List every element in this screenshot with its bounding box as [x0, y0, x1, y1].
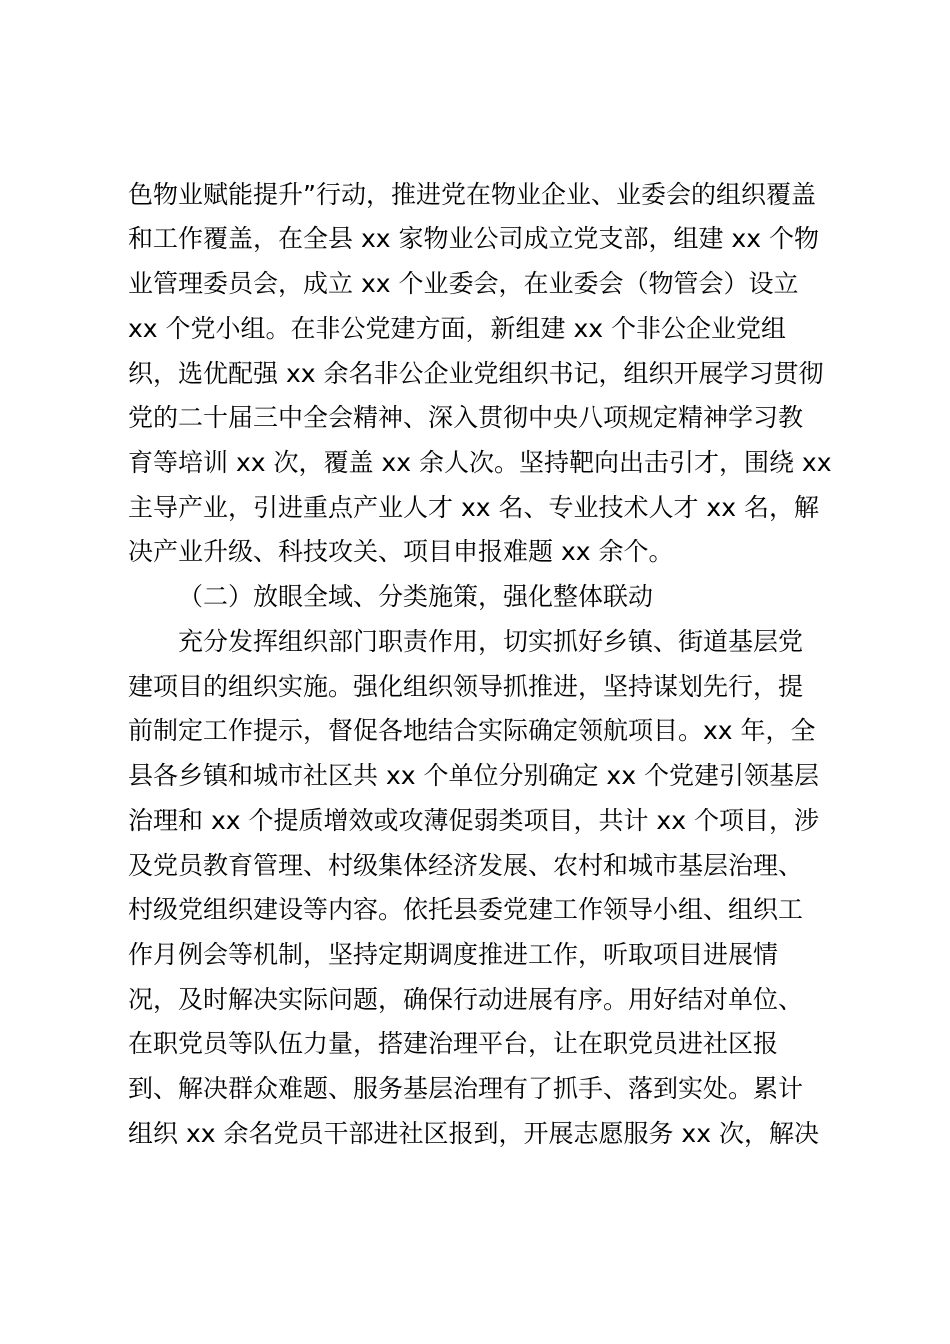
text-line: 前制定工作提示，督促各地结合实际确定领航项目。xx 年，全 [128, 716, 816, 745]
text-line: xx 个党小组。在非公党建方面，新组建 xx 个非公企业党组 [128, 314, 787, 343]
text-line: 织，选优配强 xx 余名非公企业党组织书记，组织开展学习贯彻 [128, 359, 824, 388]
section-heading: （二）放眼全域、分类施策，强化整体联动 [178, 582, 654, 611]
text-line: 组织 xx 余名党员干部进社区报到，开展志愿服务 xx 次，解决 [128, 1119, 819, 1148]
text-line: 育等培训 xx 次，覆盖 xx 余人次。坚持靶向出击引才，围绕 xx [128, 448, 832, 477]
text-line: 决产业升级、科技攻关、项目申报难题 xx 余个。 [128, 537, 674, 566]
text-line: 到、解决群众难题、服务基层治理有了抓手、落到实处。累计 [128, 1074, 804, 1103]
text-line: 业管理委员会，成立 xx 个业委会，在业委会（物管会）设立 [128, 269, 799, 298]
text-line: 建项目的组织实施。强化组织领导抓推进，坚持谋划先行，提 [128, 672, 804, 701]
text-line: 和工作覆盖，在全县 xx 家物业公司成立党支部，组建 xx 个物 [128, 224, 819, 253]
text-line: 色物业赋能提升”行动，推进党在物业企业、业委会的组织覆盖 [128, 180, 816, 209]
text-line: 治理和 xx 个提质增效或攻薄促弱类项目，共计 xx 个项目，涉 [128, 806, 819, 835]
text-line: 主导产业，引进重点产业人才 xx 名、专业技术人才 xx 名，解 [128, 493, 819, 522]
text-line: 作月例会等机制，坚持定期调度推进工作，听取项目进展情 [128, 940, 779, 969]
text-line: 党的二十届三中全会精神、深入贯彻中央八项规定精神学习教 [128, 403, 804, 432]
text-line: 及党员教育管理、村级集体经济发展、农村和城市基层治理、 [128, 851, 804, 880]
text-line: 在职党员等队伍力量，搭建治理平台，让在职党员进社区报 [128, 1029, 779, 1058]
text-line: 村级党组织建设等内容。依托县委党建工作领导小组、组织工 [128, 895, 804, 924]
text-line: 充分发挥组织部门职责作用，切实抓好乡镇、街道基层党 [178, 627, 804, 656]
text-line: 县各乡镇和城市社区共 xx 个单位分别确定 xx 个党建引领基层 [128, 761, 819, 790]
text-line: 况，及时解决实际问题，确保行动进展有序。用好结对单位、 [128, 985, 804, 1014]
